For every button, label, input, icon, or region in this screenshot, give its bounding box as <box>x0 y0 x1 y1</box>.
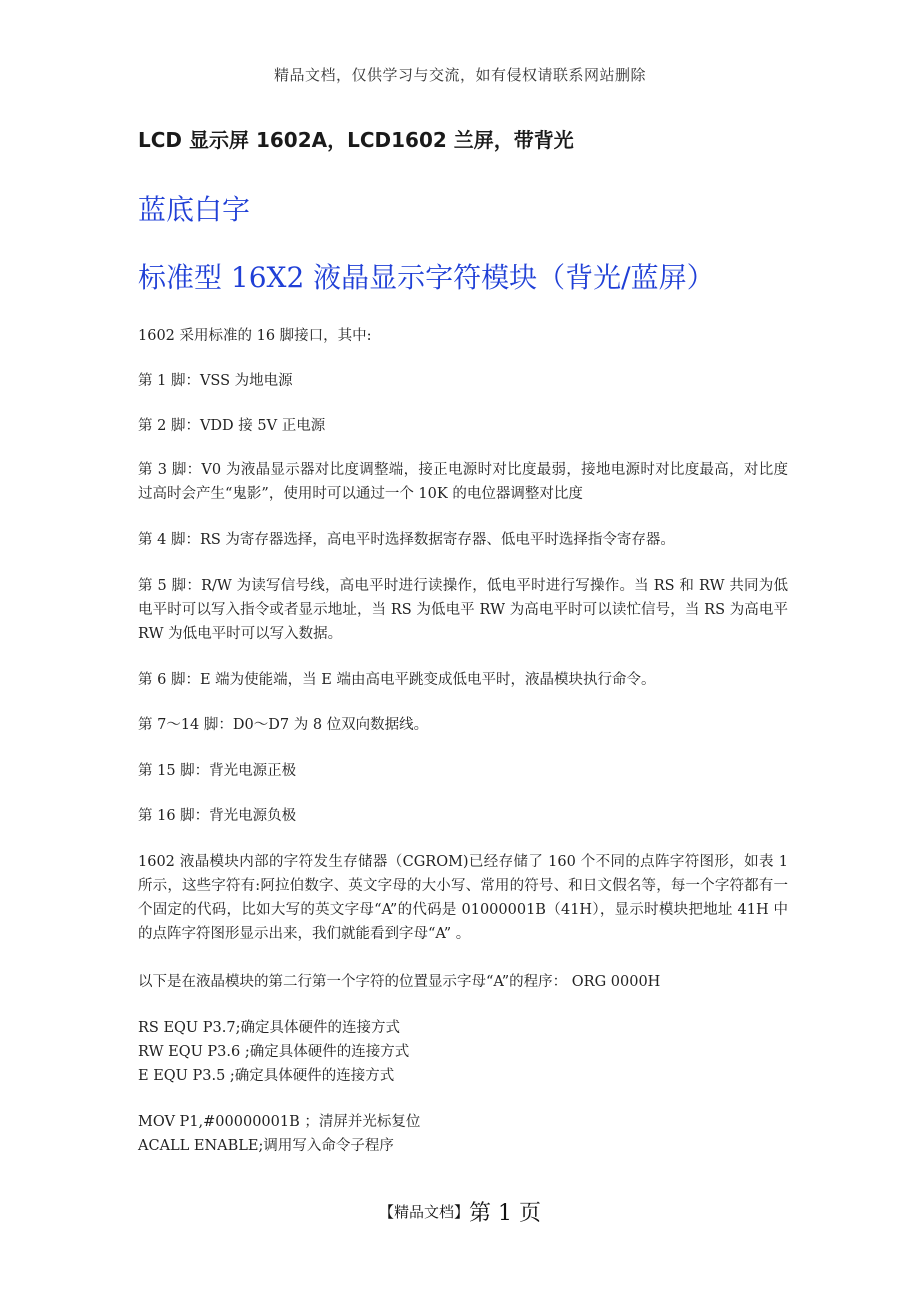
code-line: E EQU P3.5 ;确定具体硬件的连接方式 <box>138 1068 395 1084</box>
paragraph-pin5: 第 5 脚：R/W 为读写信号线，高电平时进行读操作，低电平时进行写操作。当 RS 和 RW 共同为低电平时可以写入指令或者显示地址，当 RS 为低电平 RW 为高电平时可以读忙信号，当 RS 为高电平 RW 为低电平时可以写入数据。 <box>138 578 788 642</box>
paragraph-pin6: 第 6 脚：E 端为使能端，当 E 端由高电平跳变成低电平时，液晶模块执行命令。 <box>138 672 656 688</box>
heading-module-spec: 标准型 16X2 液晶显示字符模块（背光/蓝屏） <box>138 261 715 294</box>
paragraph-pin15: 第 15 脚：背光电源正极 <box>138 763 297 779</box>
paragraph-pin16: 第 16 脚：背光电源负极 <box>138 808 297 824</box>
page-header: 精品文档，仅供学习与交流，如有侵权请联系网站删除 <box>273 66 646 84</box>
document-title: LCD 显示屏 1602A，LCD1602 兰屏，带背光 <box>138 128 574 152</box>
paragraph-pin4: 第 4 脚：RS 为寄存器选择，高电平时选择数据寄存器、低电平时选择指令寄存器。 <box>138 532 675 548</box>
heading-blue-white: 蓝底白字 <box>138 193 251 226</box>
paragraph-pin7-14: 第 7～14 脚：D0～D7 为 8 位双向数据线。 <box>138 717 429 733</box>
paragraph-pin1: 第 1 脚：VSS 为地电源 <box>138 373 293 389</box>
footer-label: 【精品文档】 <box>379 1203 470 1221</box>
paragraph-cgrom: 1602 液晶模块内部的字符发生存储器（CGROM)已经存储了 160 个不同的点阵字符图形，如表 1 所示，这些字符有:阿拉伯数字、英文字母的大小写、常用的符号、和日文假名等，每一个字符都有一个固定的代码，比如大写的英文字母“A”的代码是 01000001B（41H），显示时模块把地址 41H 中的点阵字符图形显示出来，我们就能看到字母“A” 。 <box>138 854 788 942</box>
page-number: 第 1 页 <box>469 1201 541 1226</box>
paragraph-intro: 1602 采用标准的 16 脚接口，其中: <box>138 328 372 344</box>
paragraph-pin2: 第 2 脚：VDD 接 5V 正电源 <box>138 418 326 434</box>
code-line: RS EQU P3.7;确定具体硬件的连接方式 <box>138 1020 400 1036</box>
page-footer <box>0 1196 920 1227</box>
code-line: RW EQU P3.6 ;确定具体硬件的连接方式 <box>138 1044 410 1060</box>
code-line: ACALL ENABLE;调用写入命令子程序 <box>138 1138 394 1154</box>
paragraph-pin3: 第 3 脚：V0 为液晶显示器对比度调整端，接正电源时对比度最弱，接地电源时对比度最高，对比度过高时会产生“鬼影”，使用时可以通过一个 10K 的电位器调整对比度 <box>138 462 788 502</box>
code-line: MOV P1,#00000001B ；清屏并光标复位 <box>138 1114 421 1130</box>
paragraph-program-intro: 以下是在液晶模块的第二行第一个字符的位置显示字母“A”的程序： ORG 0000H <box>138 974 661 990</box>
